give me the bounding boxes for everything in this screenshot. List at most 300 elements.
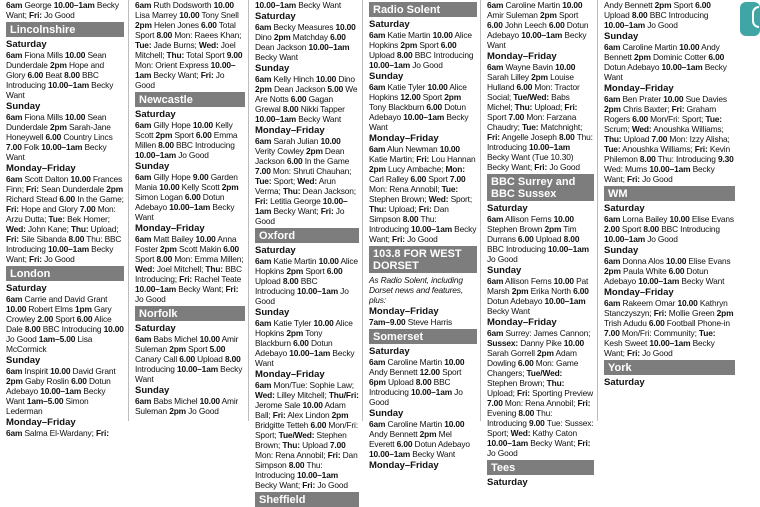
programme-text: Dotun Adebayo (255, 338, 333, 358)
section-tab (740, 2, 760, 36)
slot-time: 8.00 (158, 140, 174, 150)
day-heading: Monday–Friday (604, 287, 674, 298)
slot-time: 8.00 (68, 234, 85, 244)
station-block (249, 0, 362, 10)
slot-time: 10.00 (159, 182, 180, 192)
slot-time: Wed: (510, 428, 531, 438)
slot-time: 6.00 (201, 20, 217, 30)
programme-text: Dino (255, 32, 274, 42)
day-heading: Monday–Friday (135, 223, 205, 234)
programme-text: Dotun Adebayo (604, 62, 662, 72)
listing-entry (135, 396, 245, 416)
slot-time: 10.00 (562, 0, 583, 10)
slot-time: 10.00 (195, 234, 216, 244)
listing-entry (487, 0, 594, 50)
programme-text: Becky Want (135, 364, 243, 384)
programme-text: Jerome Sale (255, 400, 303, 410)
listing-entry (604, 42, 735, 82)
programme-text: Upload (299, 440, 330, 450)
programme-text: Tim Durrans (487, 224, 577, 244)
station-block (363, 246, 480, 327)
programme-text: Stephen Brown; (487, 378, 547, 388)
programme-text: Kathryn Stanczyszyn; (604, 298, 728, 318)
programme-text: BBC Introducing (173, 140, 235, 150)
programme-text: Upload; (532, 102, 565, 112)
slot-time: Fri: (517, 388, 530, 398)
slot-time: Tue: (255, 176, 272, 186)
programme-text: Dean Jackson (255, 42, 309, 52)
programme-text: Mon: Rena Annobil; (255, 450, 328, 460)
slot-time: Fri: (534, 162, 548, 172)
slot-time: 7.00 (487, 398, 503, 408)
day-heading: Saturday (135, 323, 176, 334)
programme-text: Wed: Mums (604, 164, 650, 174)
programme-text: BBC Introducing (40, 324, 104, 334)
slot-time: 2pm (160, 244, 177, 254)
programme-text: Becky Want (604, 62, 727, 82)
programme-text: We Are Notts (255, 84, 358, 104)
slot-time: 2pm (155, 130, 173, 140)
day-heading: Sunday (255, 63, 290, 74)
slot-time: 10.00–1am (410, 387, 452, 397)
slot-time: 10.00–1am (135, 60, 236, 80)
slot-time: 10.00 (432, 30, 453, 40)
programme-text: Robert Elms (26, 304, 75, 314)
programme-text: Paula White (620, 266, 669, 276)
programme-text: Sean Dunderdale (38, 184, 107, 194)
programme-text: BBC Introducing (647, 10, 709, 20)
programme-text: Sean Dunderdale (6, 112, 107, 132)
slot-time: 10.00 (663, 94, 684, 104)
slot-time: 10.00–1am (369, 449, 411, 459)
programme-text: Sport (426, 174, 450, 184)
day-heading: Monday–Friday (369, 306, 439, 317)
programme-text: Thu: BBC Introducing (6, 234, 122, 254)
slot-time: Fri: (255, 196, 268, 206)
programme-text: Jo Good (135, 294, 166, 304)
programme-text: Sport (172, 130, 196, 140)
programme-text: Steve Harris (405, 317, 452, 327)
slot-time: 6am (255, 256, 272, 266)
programme-text: Hope and Glory (6, 60, 105, 80)
slot-time: 6am (255, 380, 272, 390)
listing-entry (369, 357, 477, 407)
slot-time: 6am (6, 428, 23, 438)
slot-time: 6.00 (27, 70, 44, 80)
programme-text: Sue Davies (683, 94, 727, 104)
slot-time: Wed: (255, 390, 275, 400)
slot-time: 2pm (604, 104, 621, 114)
programme-text: Sport (439, 367, 462, 377)
slot-time: Wed: (428, 194, 449, 204)
programme-text: Thu: Introducing (487, 408, 553, 428)
programme-text: Sport (135, 254, 157, 264)
programme-text: Jo Good (6, 334, 39, 344)
slot-time: 8.00 (518, 408, 535, 418)
slot-time: 9.00 (528, 418, 545, 428)
slot-time: 8.00 (156, 254, 173, 264)
programme-text: Mon/Fri: Sport; (255, 420, 358, 440)
programme-text: Surrey: James Cannon; (503, 328, 591, 338)
day-heading: Monday–Friday (255, 125, 325, 136)
programme-text: Alice Dale (6, 314, 112, 334)
slot-time: 2pm (6, 376, 23, 386)
slot-time: 6am (487, 0, 504, 10)
slot-time: 6.00 (195, 130, 212, 140)
programme-text: Sarah-Jane Honeywell (6, 122, 111, 142)
listing-entry (604, 94, 735, 184)
programme-text: John Leech (502, 20, 549, 30)
programme-text: Upload (194, 354, 225, 364)
programme-text: Becky Want (296, 0, 342, 10)
programme-text: John Kane; (25, 224, 71, 234)
programme-text: Rachel Teate (192, 274, 242, 284)
programme-text: Helen Jones (151, 20, 202, 30)
slot-time: 7.00 (329, 440, 346, 450)
programme-text: Pat Marsh (487, 276, 589, 296)
day-heading: Monday–Friday (6, 417, 76, 428)
slot-time: 10.00 (192, 120, 214, 130)
slot-time: Tue: (48, 214, 65, 224)
slot-time: 10.00–1am (255, 196, 348, 216)
programme-text: Becky Want; (6, 244, 114, 264)
programme-text: Jo Good (639, 174, 673, 184)
slot-time: 6am (255, 22, 272, 32)
slot-time: 10.00–1am (308, 42, 350, 52)
slot-time: 5.00 (209, 344, 226, 354)
programme-text: Sport (417, 40, 441, 50)
programme-text: Salma El-Wardany; (22, 428, 96, 438)
programme-text: Sport (53, 314, 77, 324)
slot-time: 10.00–1am (369, 60, 411, 70)
programme-text: Graham Rogers (604, 104, 717, 124)
programme-text: Anoushka Williams; (620, 144, 695, 154)
programme-text: Andy Bennett (604, 42, 720, 62)
slot-time: Fri: (26, 184, 39, 194)
programme-text: Katie Martin; (369, 154, 417, 164)
station-header: Oxford (255, 228, 359, 243)
listing-entry (6, 428, 124, 438)
station-block (0, 266, 127, 438)
slot-time: 10.00 (677, 298, 698, 308)
slot-time: 2pm (305, 146, 323, 156)
programme-text: BBC Introducing; (135, 264, 242, 284)
slot-time: 10.00–1am (661, 62, 703, 72)
slot-time: 2pm (169, 406, 186, 416)
programme-text: Simon Logan (135, 192, 185, 202)
slot-time: Fri: (577, 438, 591, 448)
slot-time: 9.30 (717, 154, 734, 164)
slot-time: 1am–5.00 (26, 396, 64, 406)
slot-time: 10.00–1am (135, 284, 177, 294)
programme-text: Ben Prater (620, 94, 664, 104)
slot-time: 8.00 (643, 224, 660, 234)
programme-text: Nikki Tapper (298, 104, 345, 114)
slot-time: 10.00–1am (255, 114, 297, 124)
slot-time: 6am (487, 328, 504, 338)
station-block (363, 2, 480, 244)
listing-entry (135, 234, 245, 304)
programme-text: Matt Bailey (151, 234, 196, 244)
slot-time: 10.00–1am (53, 0, 95, 10)
programme-text: Sport; (271, 176, 298, 186)
slot-time: 6am (604, 298, 621, 308)
station-block (481, 0, 597, 50)
slot-time: Fri: (200, 70, 214, 80)
programme-text: Becky Want; (255, 480, 303, 490)
programme-text: Becky Want (487, 306, 530, 316)
programme-text: Alun Newman (385, 144, 440, 154)
slot-time: 6.00 (59, 194, 76, 204)
programme-text: Becky Want; (369, 224, 477, 244)
slot-time: Thu: (514, 102, 533, 112)
slot-time: 7.00 (651, 134, 668, 144)
slot-time: 6.00 (71, 376, 87, 386)
slot-time: Tue/Wed: (513, 92, 549, 102)
slot-time: 6.00 (708, 52, 725, 62)
programme-text: Scrum; (604, 124, 632, 134)
programme-text: Gilly Hope (151, 120, 193, 130)
slot-time: 8.00 (563, 234, 580, 244)
programme-text: Richard Stead (6, 194, 60, 204)
programme-text: BBC Introducing (255, 276, 318, 296)
slot-time: 2pm (286, 328, 304, 338)
listing-entry (487, 214, 594, 264)
slot-time: Tue: (698, 328, 716, 338)
programme-text: Mon: Emma Millen; (172, 254, 244, 264)
slot-time: 2pm (169, 344, 186, 354)
station-header: BBC Surrey and BBC Sussex (487, 174, 594, 201)
programme-text: Lorna Bailey (620, 214, 670, 224)
programme-text: Caroline Martin (385, 357, 445, 367)
programme-text: Total Sport (184, 50, 227, 60)
programme-text: Jo Good (645, 20, 678, 30)
programme-text: Sarah Gorrell (487, 348, 538, 358)
programme-text: Jo Good (255, 206, 345, 226)
programme-text: Mon: Farzana Chaudry; (487, 112, 577, 132)
programme-text: Mon: Rena Annobil; (369, 184, 442, 194)
slot-time: Tue/Wed: (278, 430, 315, 440)
programme-text: Becky Want; (604, 338, 715, 358)
slot-time: 5.00 (327, 84, 344, 94)
listing-entry (369, 317, 477, 327)
programme-text: Upload (621, 134, 652, 144)
programme-text: Mon: Tractor Social; (487, 82, 580, 102)
slot-time: 6am (369, 419, 386, 429)
programme-text: Upload (604, 10, 632, 20)
programme-text: Joel Mitchell; (135, 40, 236, 60)
programme-text: Becky Want (6, 386, 106, 406)
listing-entry (604, 256, 735, 286)
slot-time: 6.00 (440, 40, 457, 50)
slot-time: 10.00 (302, 400, 323, 410)
day-heading: Saturday (604, 377, 645, 388)
station-header: Newcastle (135, 92, 245, 107)
programme-text: Amir Suleman (135, 396, 239, 416)
slot-time: 6.00 (326, 266, 343, 276)
slot-time: Fri: (6, 204, 19, 214)
day-heading: Sunday (6, 355, 41, 366)
listing-entry (369, 82, 477, 132)
programme-text: Andy Bennett (369, 367, 420, 377)
programme-text: Matchday (290, 32, 331, 42)
programme-text: Evening (487, 408, 519, 418)
slot-time: 6am (135, 234, 152, 244)
programme-text: Sport (420, 92, 445, 102)
slot-time: 1pm (75, 304, 92, 314)
programme-text: Stephen Brown; (255, 430, 347, 450)
station-header: Somerset (369, 329, 477, 344)
slot-time: 2pm (544, 224, 562, 234)
slot-time: Wed: (135, 264, 155, 274)
programme-text: Stephen Brown; (369, 194, 429, 204)
slot-time: 6am (487, 276, 504, 286)
programme-text: Becky Want (487, 30, 587, 50)
programme-text: Jo Good (410, 60, 443, 70)
programme-text: Louise Hulland (487, 72, 574, 92)
programme-text: In the Game (302, 156, 350, 166)
programme-text: Bridgitte Tetteh (255, 420, 311, 430)
slot-time: 10.00–1am (528, 142, 570, 152)
listing-column (598, 0, 738, 421)
slot-time: 2pm (331, 410, 349, 420)
programme-text: Donna Alos (620, 256, 667, 266)
listing-entry (6, 174, 124, 264)
slot-time: 10.00–1am (296, 470, 338, 480)
programme-text: Jo Good (315, 480, 348, 490)
slot-time: 10.00–1am (604, 234, 646, 244)
slot-time: 8.00 (224, 354, 241, 364)
slot-time: 6am (6, 0, 23, 10)
slot-time: 10.00–1am (41, 142, 83, 152)
programme-text: Becky Want; (6, 0, 119, 20)
programme-text: Allison Ferns (503, 276, 554, 286)
slot-time: 6.00 (396, 439, 413, 449)
programme-text: Canary Call (135, 354, 180, 364)
slot-time: 2pm (511, 286, 529, 296)
slot-time: 10.00 (313, 318, 334, 328)
station-block (598, 186, 738, 358)
programme-text: BBC Introducing (369, 377, 451, 397)
programme-text: Anoushka Williams; (651, 124, 724, 134)
programme-text: Jo Good (487, 448, 518, 458)
slot-time: 6.00 (487, 20, 503, 30)
slot-time: 6.00 (76, 314, 93, 324)
slot-time: 6am (135, 172, 152, 182)
day-heading: Sunday (369, 71, 404, 82)
listing-entry (369, 419, 477, 459)
programme-text: Caroline Martin (503, 0, 563, 10)
programme-text: Fiona Mills (22, 112, 66, 122)
programme-text: Thu: Introducing (487, 132, 593, 152)
programme-text: Kevin Philemon (604, 144, 731, 164)
listing-entry (604, 298, 735, 358)
programme-text: Kelly Scott (135, 120, 233, 140)
day-heading: Saturday (255, 245, 296, 256)
programme-text: Mel Everett (369, 429, 452, 449)
day-heading: Monday–Friday (369, 133, 439, 144)
slot-time: 7.00 (6, 142, 22, 152)
slot-time: 10.00 (553, 214, 574, 224)
programme-text: Kelly Scott (179, 182, 222, 192)
slot-time: 6.00 (179, 354, 195, 364)
programme-text: Becky Measures (271, 22, 336, 32)
slot-time: Fri: (6, 234, 19, 244)
programme-text: Mon/Fri: Community; (619, 328, 699, 338)
listing-entry (255, 0, 359, 10)
listing-column (363, 0, 480, 471)
day-heading: Sunday (255, 307, 290, 318)
programme-text: Dan Simpson (255, 450, 358, 470)
slot-time: Fri: (29, 254, 42, 264)
programme-text: Upload; (386, 204, 419, 214)
slot-time: Wed: (198, 40, 219, 50)
day-heading: Saturday (604, 203, 645, 214)
slot-time: 10.00 (563, 338, 584, 348)
slot-time: 6am (604, 94, 621, 104)
programme-text: Sport (619, 224, 644, 234)
programme-text: Trish Adudu (604, 318, 649, 328)
station-header: Radio Solent (369, 2, 477, 17)
programme-text: Bek Homer; (64, 214, 110, 224)
station-header: 103.8 FOR WEST DORSET (369, 246, 477, 273)
programme-text: Amir Suleman (135, 334, 239, 354)
programme-text: Amir Suleman (487, 10, 540, 20)
slot-time: 2pm (49, 60, 67, 70)
programme-text: Thu: Introducing (655, 154, 718, 164)
slot-time: 10.00–1am (487, 438, 529, 448)
programme-text: Upload (255, 276, 283, 286)
day-heading: Sunday (369, 408, 404, 419)
slot-time: 10.00–1am (410, 224, 452, 234)
programme-text: Dotun Adebayo (604, 266, 709, 286)
programme-text: Tue: Sussex: Sport; (487, 418, 594, 438)
programme-text: Jo Good (404, 234, 438, 244)
day-heading: Saturday (6, 283, 47, 294)
day-heading: Monday–Friday (369, 460, 439, 471)
programme-text: In the Game; (75, 194, 124, 204)
programme-text: Becky Want; (176, 284, 226, 294)
programme-text: Becky Want; (151, 70, 201, 80)
slot-time: Fri: (272, 410, 286, 420)
programme-text: Babs Michel; (487, 92, 570, 112)
slot-time: Fri: (302, 480, 316, 490)
slot-time: 2pm (539, 10, 557, 20)
slot-time: 10.00 (315, 74, 337, 84)
programme-text: Matchnight; (538, 122, 583, 132)
slot-time: Mon: (445, 164, 465, 174)
programme-text: Dotun Adebayo (369, 102, 466, 122)
slot-time: 10.00 (444, 357, 465, 367)
slot-time: 6.00 (516, 82, 533, 92)
slot-time: 6am (255, 74, 272, 84)
programme-text: Gaby Roslin (22, 376, 72, 386)
slot-time: 6.00 (310, 420, 327, 430)
slot-time: 6.00 (330, 32, 346, 42)
slot-time: 7.00 (449, 174, 466, 184)
day-heading: Saturday (6, 39, 47, 50)
slot-time: 2pm (634, 52, 651, 62)
programme-text: Tony Snell (199, 10, 239, 20)
slot-time: 8.00 (64, 70, 80, 80)
slot-time: Fri: (627, 348, 640, 358)
slot-time: 10.00–1am (604, 20, 646, 30)
slot-time: 6am (487, 214, 504, 224)
listing-entry (604, 0, 735, 30)
slot-time: 8.00 (415, 377, 432, 387)
programme-text: Upload (533, 234, 564, 244)
programme-text: Jo Good (369, 387, 463, 407)
